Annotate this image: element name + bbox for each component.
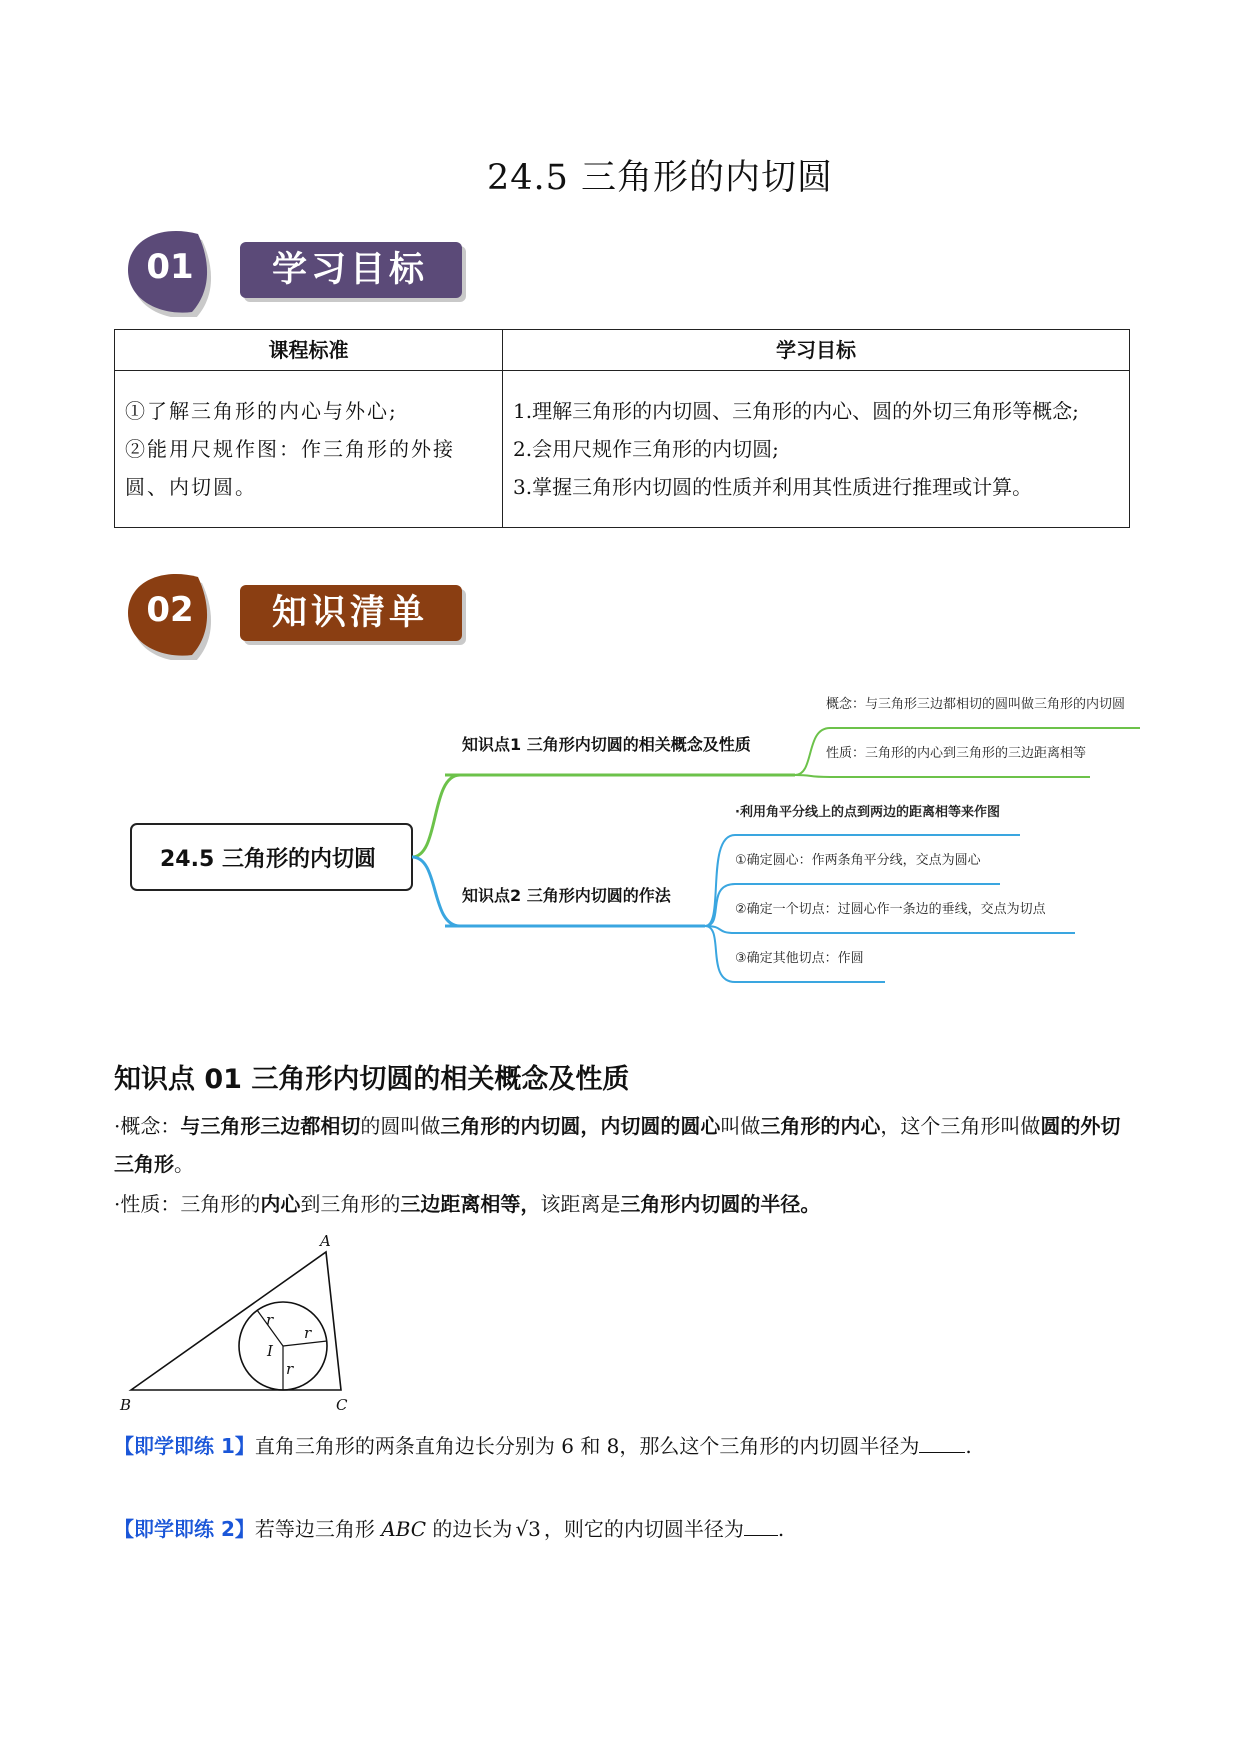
table-cell-goals	[503, 371, 1130, 528]
goal-item: 2.会用尺规作三角形的内切圆;	[513, 437, 779, 461]
label-r: r	[266, 1311, 274, 1329]
exercise-text: 直角三角形的两条直角边长分别为 6 和 8，那么这个三角形的内切圆半径为	[254, 1434, 920, 1458]
property-bold: 三角形内切圆的半径。	[620, 1192, 821, 1216]
property-text: 该距离是	[540, 1192, 621, 1216]
property-bold: 内心	[260, 1192, 301, 1216]
triangle-name: ABC	[381, 1517, 427, 1541]
sqrt-value: √3	[515, 1517, 541, 1541]
concept-prefix: ·概念：	[114, 1114, 181, 1138]
label-r: r	[286, 1360, 294, 1378]
section-badge-goals	[120, 222, 470, 317]
table-cell-standard	[115, 371, 503, 528]
standard-item: ①了解三角形的内心与外心;	[125, 399, 398, 423]
table-header-goals: 学习目标	[503, 330, 1130, 371]
page-title: 24.5 三角形的内切圆	[486, 158, 834, 198]
exercise-tag: 【即学即练 1】	[114, 1434, 255, 1458]
exercise-1	[114, 1430, 972, 1459]
mindmap-leaf: 性质：三角形的内心到三角形的三边距离相等	[826, 746, 1087, 761]
section-number: 02	[146, 590, 194, 630]
label-B: B	[120, 1396, 132, 1414]
concept-text: 的圆叫做	[360, 1114, 441, 1138]
concept-text: 叫做	[720, 1114, 761, 1138]
answer-blank[interactable]	[744, 1517, 778, 1536]
property-paragraph	[114, 1185, 1134, 1223]
goal-item: 1.理解三角形的内切圆、三角形的内心、圆的外切三角形等概念;	[513, 399, 1079, 423]
label-A: A	[320, 1232, 331, 1250]
table-header-standard: 课程标准	[115, 330, 503, 371]
mindmap-leaf: ②确定一个切点：过圆心作一条边的垂线，交点为切点	[735, 902, 1046, 917]
exercise-end: .	[965, 1434, 972, 1458]
property-text: 到三角形的	[300, 1192, 401, 1216]
concept-bold: 与三角形三边都相切	[180, 1114, 361, 1138]
mindmap-branch-1: 知识点1 三角形内切圆的相关概念及性质	[462, 735, 751, 754]
property-bold: 三边距离相等，	[400, 1192, 541, 1216]
exercise-text: 若等边三角形	[254, 1517, 382, 1541]
section-badge-knowledge	[120, 565, 470, 660]
goal-item: 3.掌握三角形内切圆的性质并利用其性质进行推理或计算。	[513, 475, 1033, 499]
mindmap-leaf: ①确定圆心：作两条角平分线，交点为圆心	[735, 853, 981, 868]
mindmap-leaf: 概念：与三角形三边都相切的圆叫做三角形的内切圆	[826, 697, 1126, 712]
exercise-tag: 【即学即练 2】	[114, 1517, 255, 1541]
concept-paragraph	[114, 1107, 1134, 1183]
property-prefix: ·性质：三角形的	[114, 1192, 261, 1216]
mindmap-root: 24.5 三角形的内切圆	[160, 847, 376, 872]
exercise-end: .	[777, 1517, 785, 1541]
concept-bold: 三角形的内切圆，内切圆的圆心	[440, 1114, 721, 1138]
exercise-text: ，则它的内切圆半径为	[543, 1517, 744, 1541]
mindmap-leaf: ③确定其他切点：作圆	[735, 951, 864, 966]
mindmap-branch-2: 知识点2 三角形内切圆的作法	[462, 886, 671, 905]
label-r: r	[304, 1324, 312, 1342]
concept-bold: 圆的外切三角形	[114, 1114, 1121, 1176]
answer-blank[interactable]	[919, 1434, 965, 1453]
exercise-2	[114, 1513, 784, 1542]
label-C: C	[336, 1396, 348, 1414]
label-I: I	[267, 1342, 273, 1360]
incircle-figure	[114, 1232, 354, 1417]
standard-item: ②能用尺规作图：作三角形的外接圆、内切圆。	[125, 437, 455, 499]
section-number: 01	[146, 247, 194, 287]
mind-map	[0, 680, 1241, 1000]
section-label: 知识清单	[271, 593, 428, 633]
section-heading: 知识点 01 三角形内切圆的相关概念及性质	[114, 1064, 630, 1095]
exercise-text: 的边长为	[426, 1517, 513, 1541]
concept-text: 。	[174, 1152, 194, 1176]
section-label: 学习目标	[271, 250, 428, 290]
concept-bold: 三角形的内心	[760, 1114, 881, 1138]
goals-table	[114, 329, 1130, 528]
mindmap-note: ·利用角平分线上的点到两边的距离相等来作图	[735, 805, 1000, 820]
concept-text: ，这个三角形叫做	[880, 1114, 1041, 1138]
